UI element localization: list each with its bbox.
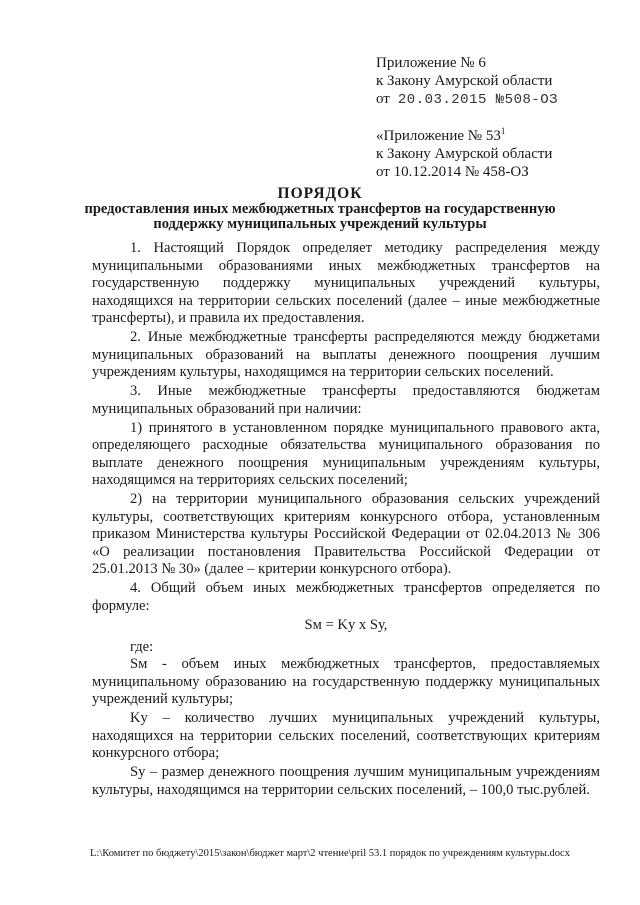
paragraph-4: 4. Общий объем иных межбюджетных трансфертов определяется по формуле: — [92, 580, 600, 614]
appendix-header — [376, 54, 626, 181]
definition-sm: Sм - объем иных межбюджетных трансфертов, предоставляемых муниципальному образованию на государственную поддержку муниципальных учреждений культуры; — [92, 656, 600, 707]
formula: Sм = Kу х Sу, — [304, 617, 388, 633]
paragraph-1: 1. Настоящий Порядок определяет методику распределения между муниципальными образованиями иных межбюджетных трансфертов на государственную поддержку муниципальных учреждений культуры, находящихся на территории сельских поселений (далее – иные межбюджетные трансферты), и правила их предоставления. — [92, 240, 600, 326]
paragraph-3-item-1: 1) принятого в установленном порядке муниципального правового акта, определяющего расходные обязательства муниципального образования по выплате денежного поощрения муниципальным учреждениям культуры, находящимся на территориях сельских поселений; — [92, 419, 600, 488]
appendix2-superscript: 1 — [500, 126, 506, 136]
where-label: где: — [130, 638, 154, 655]
definition-ku: Kу – количество лучших муниципальных учреждений культуры, находящихся на территории сельских поселений, соответствующих критериям конкурсного отбора; — [92, 710, 600, 761]
paragraph-3-item-2: 2) на территории муниципального образования сельских учреждений культуры, соответствующих критериям конкурсного отбора, установленным приказом Министерства культуры Российской Федерации от 02.04.2013 № 306 «О реализации постановления Правительства Российской Федерации от 25.01.2013 № 30» (далее – критерии конкурсного отбора). — [92, 491, 600, 577]
law-date-line — [376, 90, 626, 109]
title-main: ПОРЯДОК — [277, 185, 363, 202]
definition-sy: Sу – размер денежного поощрения лучшим муниципальным учреждениям культуры, находящимся на территории сельских поселений, – 100,0 тыс.рублей. — [92, 764, 600, 798]
from-label: от — [376, 91, 390, 107]
document-body — [92, 240, 600, 801]
date-number-stamp: 20.03.2015 №508-ОЗ — [397, 92, 559, 108]
law-reference: к Закону Амурской области — [376, 73, 553, 89]
paragraph-3: 3. Иные межбюджетные трансферты предоставляются бюджетам муниципальных образований при наличии: — [92, 383, 600, 417]
paragraph-2: 2. Иные межбюджетные трансферты распределяются между бюджетами муниципальных образований на выплаты денежного поощрения лучшим учреждениям культуры, находящимся на территории сельских поселений. — [92, 329, 600, 380]
document-title — [40, 186, 600, 232]
law-date-2: от 10.12.2014 № 458-ОЗ — [376, 164, 529, 180]
appendix2-number: «Приложение № $53^1$ — [376, 126, 506, 144]
title-line-1: предоставления иных межбюджетных трансфертов на государственную — [84, 201, 556, 217]
title-line-2: поддержку муниципальных учреждений культуры — [153, 216, 487, 232]
appendix-number: Приложение № 6 — [376, 55, 486, 71]
file-path-footer: L:\Комитет по бюджету\2015\закон\бюджет март\2 чтение\pril 53.1 порядок по учреждениям культуры.docx — [90, 848, 570, 859]
law-reference-2: к Закону Амурской области — [376, 146, 553, 162]
